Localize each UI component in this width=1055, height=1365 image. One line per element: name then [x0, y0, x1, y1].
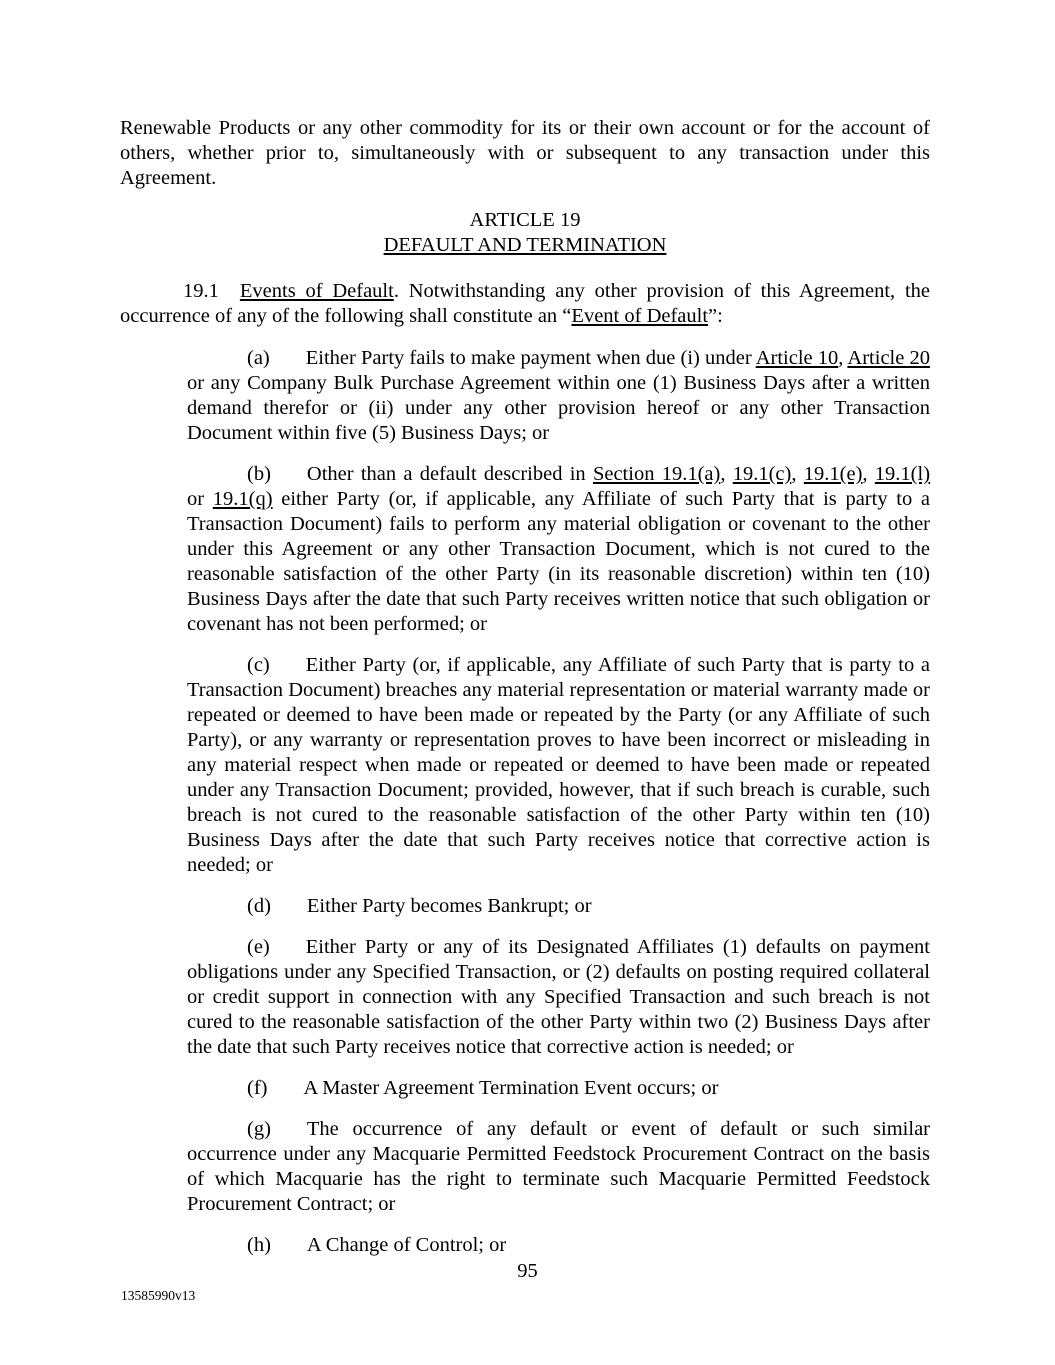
document-id-stamp: 13585990v13: [121, 1288, 196, 1303]
page-number: 95: [517, 1260, 538, 1282]
text-run: or: [187, 488, 213, 510]
text-run: ,: [838, 347, 848, 369]
article-heading: [120, 208, 930, 233]
text-run: ,: [862, 463, 875, 485]
text-run: or any Company Bulk Purchase Agreement within one (1) Business Days after a written demand therefor or (ii) under any other provision hereof or any other Transaction Document within five (5) Business Days; or: [187, 372, 930, 444]
underlined-text-run: 19.1(e): [803, 463, 863, 485]
text-run: either Party (or, if applicable, any Affiliate of such Party that is party to a Transaction Document) fails to perform any material obligation or covenant to the other under this Agreement or any other Transaction Document, which is not cured to the reasonable satisfaction of the other Party (in its reasonable discretion) within ten (10) Business Days after the date that such Party receives written notice that such obligation or covenant has not been performed; or: [187, 488, 930, 635]
item-b-paragraph: [187, 462, 930, 637]
text-run: Other than a default described in: [306, 463, 593, 485]
underlined-text-run: Article 10: [755, 347, 839, 369]
text-run: (a): [247, 347, 270, 369]
item-g-paragraph: [187, 1117, 930, 1217]
item-d-paragraph: [187, 894, 930, 919]
underlined-text-run: Section 19.1(a): [592, 463, 721, 485]
text-run: (c): [247, 654, 270, 676]
text-run: 19.1: [183, 280, 219, 302]
item-a-paragraph: [187, 346, 930, 446]
text-run: (g): [247, 1118, 271, 1140]
text-run: A Master Agreement Termination Event occurs; or: [303, 1077, 719, 1099]
text-run: (d): [247, 895, 271, 917]
document-content: [120, 116, 930, 1274]
text-run: . Notwithstanding any other provision of this Agreement, the occurrence of any of the following shall constitute an “: [120, 280, 930, 327]
underlined-text-run: Events of Default: [239, 280, 394, 302]
text-run: ,: [791, 463, 804, 485]
underlined-text-run: 19.1(l): [874, 463, 931, 485]
underlined-text-run: 19.1(q): [212, 488, 273, 510]
item-e-paragraph: [187, 935, 930, 1060]
item-f-paragraph: [187, 1076, 930, 1101]
text-run: ARTICLE 19: [469, 209, 581, 231]
text-run: A Change of Control; or: [306, 1234, 507, 1256]
text-run: (b): [247, 463, 271, 485]
section-19-1-paragraph: [120, 279, 930, 329]
text-run: Either Party or any of its Designated Affiliates (1) defaults on payment obligations under any Specified Transaction, or (2) defaults on posting required collateral or credit support in connection with any Specified Transaction and such breach is not cured to the reasonable satisfaction of the other Party within two (2) Business Days after the date that such Party receives notice that corrective action is needed; or: [187, 936, 930, 1058]
item-c-paragraph: [187, 653, 930, 878]
text-run: Either Party fails to make payment when due (i) under: [305, 347, 756, 369]
text-run: The occurrence of any default or event of default or such similar occurrence under any Macquarie Permitted Feedstock Procurement Contract on the basis of which Macquarie has the right to terminate such Macquarie Permitted Feedstock Procurement Contract; or: [187, 1118, 930, 1215]
intro-continuation-paragraph: [120, 116, 930, 191]
article-subheading: [120, 233, 930, 258]
text-run: ”:: [708, 305, 723, 327]
text-run: (h): [247, 1234, 271, 1256]
underlined-text-run: 19.1(c): [732, 463, 792, 485]
text-run: (f): [247, 1077, 268, 1099]
underlined-text-run: Event of Default: [571, 305, 709, 327]
item-h-paragraph: [187, 1233, 930, 1258]
text-run: Renewable Products or any other commodity for its or their own account or for the account of others, whether prior to, simultaneously with or subsequent to any transaction under this Agreement.: [120, 117, 930, 189]
text-run: Either Party (or, if applicable, any Affiliate of such Party that is party to a Transaction Document) breaches any material representation or material warranty made or repeated or deemed to have been made or repeated by the Party (or any Affiliate of such Party), or any warranty or representation proves to have been incorrect or misleading in any material respect when made or repeated or deemed to have been made or repeated under any Transaction Document; provided, however, that if such breach is curable, such breach is not cured to the reasonable satisfaction of the other Party within ten (10) Business Days after the date that such Party receives notice that corrective action is needed; or: [187, 654, 930, 876]
text-run: ,: [720, 463, 733, 485]
underlined-text-run: Article 20: [847, 347, 930, 369]
underlined-text-run: DEFAULT AND TERMINATION: [383, 234, 667, 256]
text-run: (e): [247, 936, 270, 958]
text-run: Either Party becomes Bankrupt; or: [306, 895, 592, 917]
